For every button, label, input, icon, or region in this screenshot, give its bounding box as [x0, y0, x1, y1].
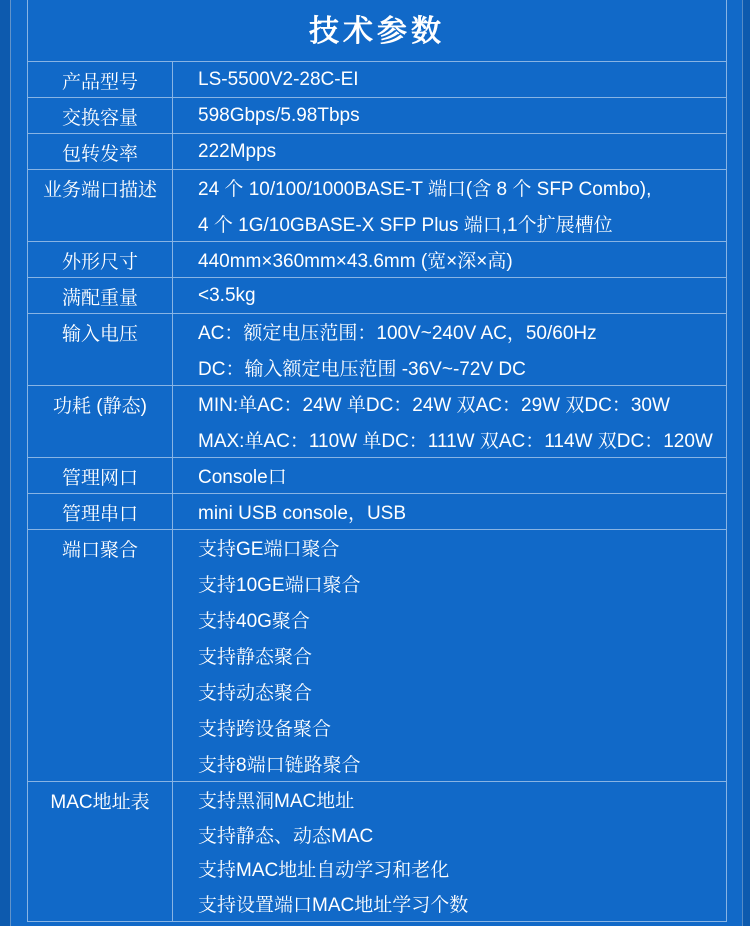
spec-row-dimensions: [28, 242, 726, 278]
spec-label: 业务端口描述: [42, 179, 157, 201]
spec-label: 管理网口: [61, 467, 138, 489]
spec-value: 222Mpps: [198, 140, 277, 162]
spec-label: 交换容量: [61, 107, 138, 129]
spec-label: 外形尺寸: [61, 251, 138, 273]
spec-value: 支持动态聚合: [198, 682, 313, 704]
spec-value: 支持跨设备聚合: [198, 718, 332, 740]
spec-label: MAC地址表: [50, 791, 150, 813]
spec-value: 598Gbps/5.98Tbps: [198, 104, 360, 126]
spec-value: AC：额定电压范围：100V~240V AC，50/60Hz: [198, 323, 597, 345]
page-title: 技术参数: [309, 14, 445, 48]
spec-label: 管理串口: [61, 503, 138, 525]
spec-row-weight: [28, 278, 726, 314]
spec-value: 支持黑洞MAC地址: [198, 790, 355, 812]
spec-row-forwarding-rate: [28, 134, 726, 170]
spec-row-service-ports: [28, 170, 726, 242]
spec-value: 支持静态、动态MAC: [198, 825, 374, 847]
spec-value: DC：输入额定电压范围 -36V~-72V DC: [198, 358, 526, 380]
spec-row-mac-address-table: [28, 782, 726, 922]
spec-row-switching-capacity: [28, 98, 726, 134]
spec-value: 24 个 10/100/1000BASE-T 端口(含 8 个 SFP Combo),: [198, 179, 652, 201]
spec-value: 支持8端口链路聚合: [198, 754, 361, 776]
spec-label: 输入电压: [61, 323, 138, 345]
spec-value: MIN:单AC：24W 单DC：24W 双AC：29W 双DC：30W: [198, 395, 670, 417]
spec-value: 支持40G聚合: [198, 611, 310, 633]
page-right-edge: [742, 0, 750, 926]
spec-table: [27, 0, 727, 922]
spec-value: 440mm×360mm×43.6mm (宽×深×高): [198, 251, 513, 272]
spec-value: <3.5kg: [198, 284, 256, 306]
spec-row-power-consumption: [28, 386, 726, 458]
spec-value: mini USB console，USB: [198, 503, 407, 524]
spec-value: 支持设置端口MAC地址学习个数: [198, 895, 469, 917]
spec-value: 4 个 1G/10GBASE-X SFP Plus 端口,1个扩展槽位: [198, 214, 613, 236]
spec-label: 功耗 (静态): [53, 395, 147, 417]
page-left-edge: [0, 0, 11, 926]
spec-label: 包转发率: [61, 143, 138, 165]
spec-value: MAX:单AC：110W 单DC：111W 双AC：114W 双DC：120W: [198, 430, 713, 452]
spec-row-mgmt-serial-port: [28, 494, 726, 530]
spec-value: 支持10GE端口聚合: [198, 575, 361, 597]
spec-value: Console口: [198, 467, 287, 488]
spec-row-port-aggregation: [28, 530, 726, 782]
spec-row-mgmt-port: [28, 458, 726, 494]
spec-label: 满配重量: [61, 287, 138, 309]
spec-value: 支持MAC地址自动学习和老化: [198, 860, 450, 882]
spec-row-product-model: [28, 62, 726, 98]
spec-table-header: [28, 0, 726, 62]
spec-label: 产品型号: [61, 71, 138, 93]
spec-value: LS-5500V2-28C-EI: [198, 68, 359, 90]
spec-row-input-voltage: [28, 314, 726, 386]
spec-value: 支持GE端口聚合: [198, 539, 340, 561]
spec-label: 端口聚合: [61, 539, 138, 561]
spec-value: 支持静态聚合: [198, 647, 313, 668]
